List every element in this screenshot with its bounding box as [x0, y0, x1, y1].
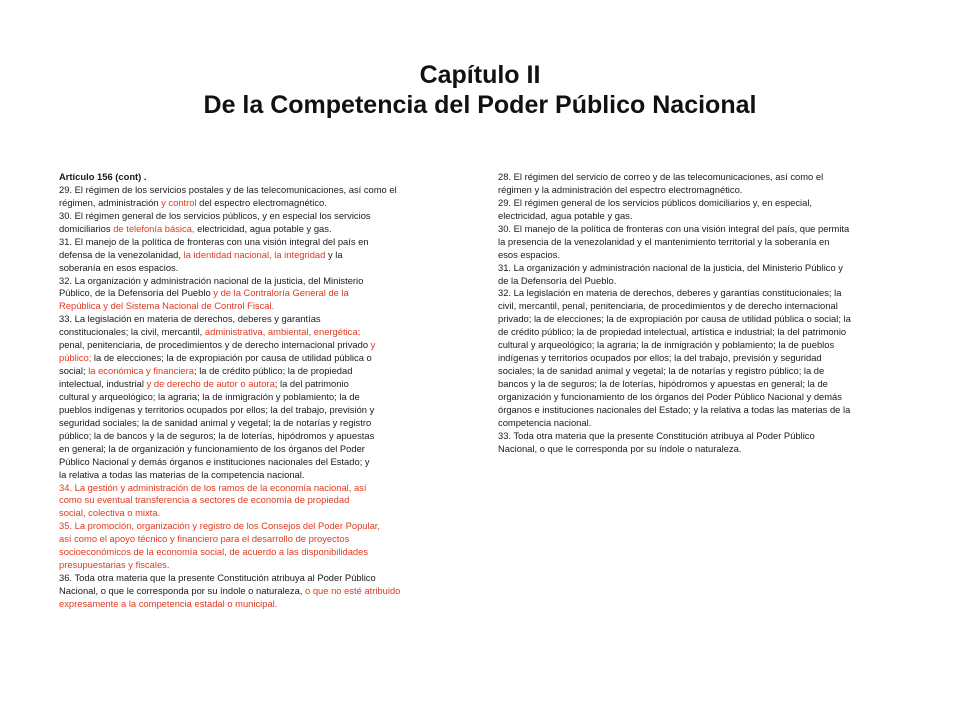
- text-segment: 32. La legislación en materia de derechos, deberes y garantías constitucionales; la: [498, 287, 842, 299]
- text-line: [59, 391, 454, 404]
- text-line: [59, 197, 454, 210]
- text-line: [59, 430, 454, 443]
- text-line: [498, 326, 910, 339]
- text-line: [59, 313, 454, 326]
- text-line: [59, 236, 454, 249]
- text-line: [59, 598, 454, 611]
- text-line: [59, 352, 454, 365]
- left-column-lines: [59, 184, 454, 611]
- text-line: [59, 404, 454, 417]
- text-line: [498, 352, 910, 365]
- text-segment: público; la de bancos y la de seguros; la de loterías, hipódromos y apuestas: [59, 429, 375, 441]
- text-segment: indígenas y territorios ocupados por ellos; la del trabajo, previsión y seguridad: [498, 352, 822, 364]
- text-line: [59, 275, 454, 288]
- highlighted-text: así como el apoyo técnico y financiero para el desarrollo de proyectos: [59, 533, 350, 545]
- text-segment: electricidad, agua potable y gas.: [498, 209, 633, 221]
- text-segment: régimen y la administración del espectro electromagnético.: [498, 183, 743, 195]
- highlighted-text: 35. La promoción, organización y registro de los Consejos del Poder Popular,: [59, 520, 381, 532]
- text-segment: la de elecciones; la de expropiación por causa de utilidad pública o: [91, 352, 372, 364]
- text-line: [498, 430, 910, 443]
- text-segment: 28. El régimen del servicio de correo y de las telecomunicaciones, así como el: [498, 171, 824, 182]
- text-line: [498, 339, 910, 352]
- text-segment: 31. El manejo de la política de fronteras con una visión integral del país en: [59, 235, 369, 247]
- text-segment: domiciliarios: [59, 222, 114, 234]
- text-line: [59, 494, 454, 507]
- text-segment: bancos y la de seguros; la de loterías, hipódromos y apuestas en general; la de: [498, 378, 828, 389]
- text-segment: 29. El régimen de los servicios postales y de las telecomunicaciones, así como el: [59, 183, 397, 195]
- highlighted-text: República y del Sistema Nacional de Control Fiscal.: [59, 300, 275, 312]
- text-segment: organización y funcionamiento de los órganos del Poder Público Nacional y demás: [498, 390, 842, 402]
- text-line: [498, 300, 910, 313]
- text-line: [59, 287, 454, 300]
- text-segment: 33. La legislación en materia de derechos, deberes y garantías: [59, 313, 321, 325]
- text-segment: Público, de la Defensoría del Pueblo: [59, 287, 214, 299]
- text-segment: competencia nacional.: [498, 416, 592, 428]
- text-line: [59, 482, 454, 495]
- text-line: [498, 249, 910, 262]
- text-segment: esos espacios.: [498, 248, 561, 260]
- text-line: [498, 184, 910, 197]
- text-line: [59, 507, 454, 520]
- text-segment: ; la de crédito público; la de propiedad: [193, 365, 353, 377]
- text-line: [59, 300, 454, 313]
- text-segment: y la: [325, 248, 343, 260]
- right-column-text: [498, 171, 910, 456]
- text-line: [498, 313, 910, 326]
- text-segment: 30. El manejo de la política de fronteras con una visión integral del país, que permita: [498, 222, 850, 234]
- highlighted-text: social, colectiva o mixta.: [59, 507, 161, 519]
- text-segment: intelectual, industrial: [59, 378, 147, 389]
- highlighted-text: expresamente a la competencia estadal o municipal.: [59, 597, 278, 609]
- highlighted-text: la identidad nacional, la integridad: [183, 248, 326, 260]
- text-line: [59, 326, 454, 339]
- chapter-subtitle: De la Competencia del Poder Público Nacional: [203, 91, 757, 119]
- text-segment: 36. Toda otra materia que la presente Constitución atribuya al Poder Público: [59, 572, 376, 584]
- text-segment: Público Nacional y demás órganos e instituciones nacionales del Estado; y: [59, 455, 370, 467]
- text-line: [59, 184, 454, 197]
- chapter-title: Capítulo II: [419, 61, 541, 89]
- highlighted-text: la económica y financiera: [88, 365, 194, 377]
- text-line: [59, 262, 454, 275]
- text-line: [498, 404, 910, 417]
- text-segment: social;: [59, 365, 89, 377]
- highlighted-text: y de la Contraloría General de la: [213, 287, 349, 299]
- highlighted-text: socioeconómicos de la economía social, de acuerdo a las disponibilidades: [59, 546, 369, 558]
- text-segment: cultural y arqueológico; la agraria; la de inmigración y poblamiento; la de: [59, 390, 360, 402]
- text-segment: privado; la de elecciones; la de expropiación por causa de utilidad pública o social; la: [498, 313, 851, 325]
- text-line: [498, 223, 910, 236]
- text-line: [59, 443, 454, 456]
- text-segment: órganos e instituciones nacionales del Estado; y la relativa a todas las materias de la: [498, 403, 851, 415]
- text-segment: 30. El régimen general de los servicios públicos, y en especial los servicios: [59, 209, 371, 221]
- article-heading: Artículo 156 (cont) .: [59, 171, 147, 182]
- text-segment: de crédito público; la de propiedad intelectual, artística e industrial; la del patrimonio: [498, 326, 847, 338]
- highlighted-text: 34. La gestión y administración de los ramos de la economía nacional, así: [59, 481, 367, 493]
- text-segment: 31. La organización y administración nacional de la justicia, del Ministerio Público y: [498, 261, 843, 273]
- text-line: [59, 572, 454, 585]
- text-segment: civil, mercantil, penal, penitenciaria, de procedimientos y de derecho internacional: [498, 300, 838, 312]
- highlighted-text: como su eventual transferencia a sectores de economía de propiedad: [59, 494, 350, 506]
- text-segment: en general; la de organización y funcionamiento de los órganos del Poder: [59, 442, 365, 454]
- text-segment: 32. La organización y administración nacional de la justicia, del Ministerio: [59, 274, 364, 286]
- text-segment: penal, penitenciaria, de procedimientos y de derecho internacional privado: [59, 339, 371, 351]
- text-line: [498, 171, 910, 184]
- text-segment: Nacional, o que le corresponda por su índole o naturaleza,: [59, 585, 305, 596]
- text-segment: electricidad, agua potable y gas.: [194, 222, 332, 234]
- slide-title: [0, 60, 960, 120]
- text-line: [59, 469, 454, 482]
- text-line: [59, 210, 454, 223]
- highlighted-text: presupuestarias y fiscales.: [59, 559, 170, 571]
- text-segment: la presencia de la venezolanidad y el mantenimiento territorial y la soberanía en: [498, 235, 830, 247]
- text-segment: Nacional, o que le corresponda por su índole o naturaleza.: [498, 442, 742, 454]
- text-line: [59, 378, 454, 391]
- text-line: [498, 443, 910, 456]
- text-line: [59, 249, 454, 262]
- highlighted-text: y de derecho de autor o autora: [146, 378, 275, 389]
- text-line: [498, 378, 910, 391]
- text-line: [59, 365, 454, 378]
- text-line: [498, 197, 910, 210]
- highlighted-text: de telefonía básica,: [113, 222, 195, 234]
- text-segment: de la Defensoría del Pueblo.: [498, 274, 617, 286]
- text-line: [59, 417, 454, 430]
- text-segment: soberanía en esos espacios.: [59, 261, 179, 273]
- text-line: [498, 236, 910, 249]
- text-line: [59, 585, 454, 598]
- text-segment: 29. El régimen general de los servicios públicos domiciliarios y, en especial,: [498, 196, 813, 208]
- text-segment: ; la del patrimonio: [274, 378, 349, 389]
- text-line: [59, 339, 454, 352]
- text-segment: sociales; la de sanidad animal y vegetal; la de notarías y registro público; la de: [498, 365, 825, 377]
- right-column-lines: [498, 171, 910, 456]
- text-line: [59, 546, 454, 559]
- highlighted-text: administrativa, ambiental, energética;: [204, 326, 361, 338]
- text-segment: seguridad sociales; la de sanidad animal y vegetal; la de notarías y registro: [59, 416, 372, 428]
- text-line: [498, 365, 910, 378]
- text-segment: constitucionales; la civil, mercantil,: [59, 326, 205, 338]
- text-line: [498, 262, 910, 275]
- text-line: [59, 223, 454, 236]
- text-line: [498, 287, 910, 300]
- text-line: [59, 533, 454, 546]
- text-line: [498, 417, 910, 430]
- text-line: [59, 559, 454, 572]
- text-segment: cultural y arqueológico; la agraria; la de inmigración y poblamiento; la de pueblos: [498, 339, 835, 351]
- text-segment: régimen, administración: [59, 196, 162, 208]
- text-segment: la relativa a todas las materias de la competencia nacional.: [59, 468, 305, 480]
- left-column-text: [59, 171, 454, 611]
- text-line: [59, 456, 454, 469]
- highlighted-text: y: [370, 339, 376, 351]
- text-line: [498, 391, 910, 404]
- text-line: [59, 520, 454, 533]
- text-segment: pueblos indígenas y territorios ocupados por ellos; la del trabajo, previsión y: [59, 403, 375, 415]
- text-segment: defensa de la venezolanidad,: [59, 248, 184, 260]
- text-line: [498, 275, 910, 288]
- highlighted-text: o que no esté atribuido: [305, 585, 401, 596]
- text-segment: del espectro electromagnético.: [196, 196, 327, 208]
- highlighted-text: y control: [161, 196, 197, 208]
- text-segment: 33. Toda otra materia que la presente Constitución atribuya al Poder Público: [498, 429, 815, 441]
- highlighted-text: público;: [59, 352, 92, 364]
- text-line: [498, 210, 910, 223]
